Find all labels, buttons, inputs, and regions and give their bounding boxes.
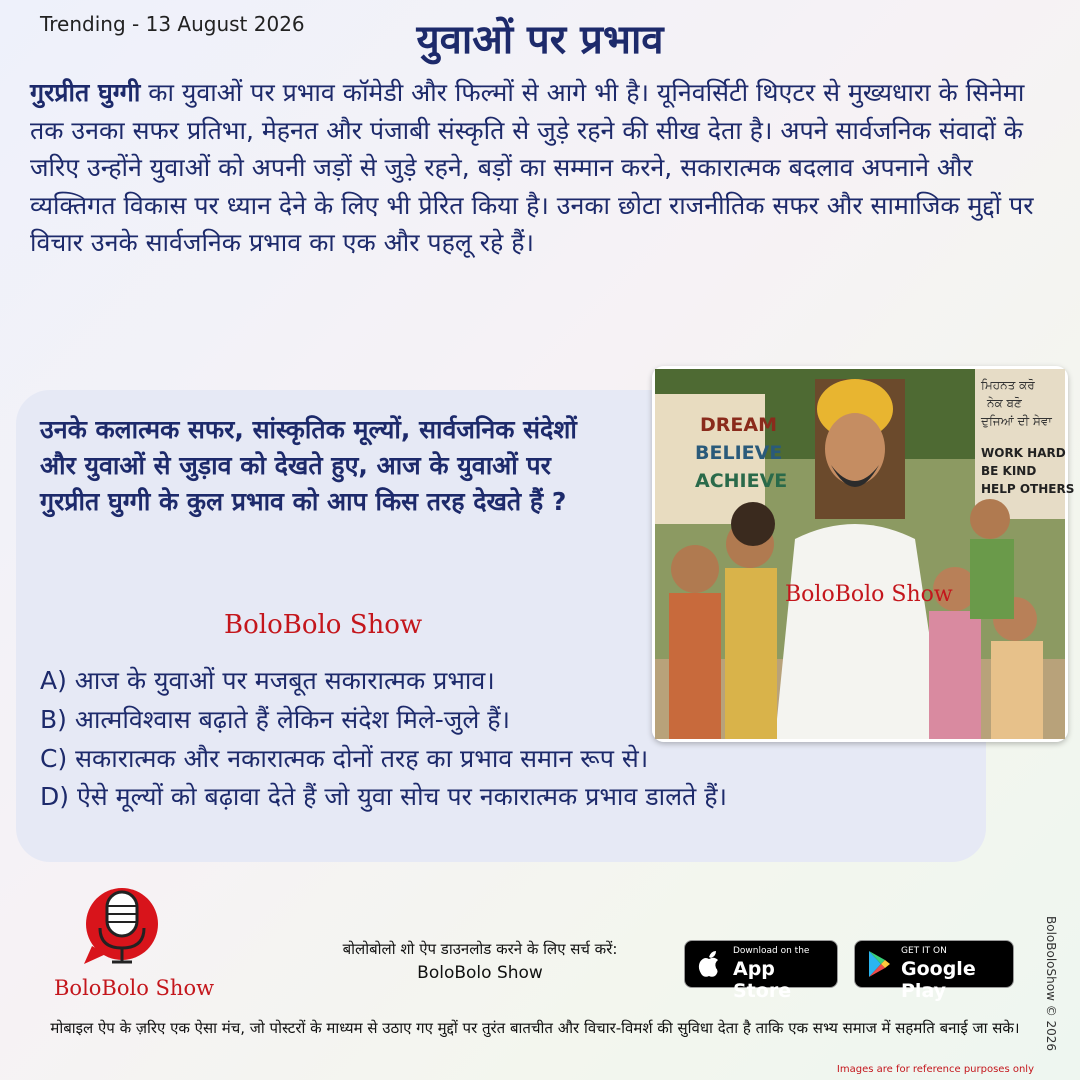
google-play-small: GET IT ON: [901, 946, 947, 956]
footer-tagline: मोबाइल ऐप के ज़रिए एक ऐसा मंच, जो पोस्टरों के माध्यम से उठाए गए मुद्दों पर तुरंत बातचीत और विचार-विमर्श की सुविधा देता है ताकि एक सभ्य समाज में सहमति बनाई जा सके।: [50, 1019, 1020, 1037]
search-hint-text: बोलोबोलो शो ऐप डाउनलोड करने के लिए सर्च करें:: [342, 940, 618, 958]
trending-date: Trending - 13 August 2026: [40, 12, 305, 36]
sign-right-punjabi-3: ਦੁਜਿਆਂ ਦੀ ਸੇਵਾ: [981, 414, 1052, 428]
sign-left-line2: BELIEVE: [695, 442, 783, 464]
intro-name: गुरप्रीत घुग्गी: [30, 78, 141, 107]
app-store-small: Download on the: [733, 946, 810, 956]
google-play-label: Google Play: [901, 958, 976, 1002]
sign-right-punjabi-2: ਨੇਕ ਬਣੋ: [987, 396, 1022, 410]
page-title: युवाओं पर प्रभाव: [416, 17, 664, 63]
sign-right-line2: BE KIND: [981, 464, 1037, 478]
logo-brand-text: BoloBolo Show: [54, 976, 215, 1000]
quiz-options: [40, 662, 727, 817]
google-play-button[interactable]: [854, 940, 1014, 1002]
brand-watermark: BoloBolo Show: [224, 610, 423, 640]
intro-paragraph: [30, 74, 1060, 262]
sign-left-line1: DREAM: [700, 414, 777, 436]
sign-right-punjabi-1: ਮਿਹਨਤ ਕਰੋ: [981, 378, 1035, 392]
apple-icon: [697, 950, 721, 978]
option-b[interactable]: B) आत्मविश्वास बढ़ाते हैं लेकिन संदेश मिले-जुले हैं।: [40, 704, 511, 734]
google-play-icon: [867, 950, 891, 978]
app-store-label: App Store: [733, 958, 792, 1002]
sign-right-line1: WORK HARD: [981, 446, 1066, 460]
microphone-logo-icon: [82, 884, 162, 966]
option-c[interactable]: C) सकारात्मक और नकारात्मक दोनों तरह का प्रभाव समान रूप से।: [40, 743, 649, 773]
photo-watermark: BoloBolo Show: [785, 582, 953, 607]
illustration-photo: [652, 366, 1075, 742]
sign-left-line3: ACHIEVE: [695, 470, 788, 492]
reference-note: Images are for reference purposes only: [836, 1064, 1034, 1075]
intro-text: का युवाओं पर प्रभाव कॉमेडी और फिल्मों से आगे भी है। यूनिवर्सिटी थिएटर से मुख्यधारा के सिनेमा तक उनका सफर प्रतिभा, मेहनत और पंजाबी संस्कृति से जुड़े रहने की सीख देता है। अपने सार्वजनिक संवादों के जरिए उन्होंने युवाओं को अपनी जड़ों से जुड़े रहने, बड़ों का सम्मान करने, सकारात्मक बदलाव अपनाने और व्यक्तिगत विकास पर ध्यान देने के लिए भी प्रेरित किया है। उनका छोटा राजनीतिक सफर और सामाजिक मुद्दों पर विचार उनके सार्वजनिक प्रभाव का एक और पहलू रहे हैं।: [30, 78, 1034, 257]
copyright: BoloBoloShow © 2026: [1044, 916, 1058, 1052]
option-d[interactable]: D) ऐसे मूल्यों को बढ़ावा देते हैं जो युवा सोच पर नकारात्मक प्रभाव डालते हैं।: [40, 782, 727, 812]
app-store-button[interactable]: [684, 940, 838, 1002]
sign-right-line3: HELP OTHERS: [981, 482, 1075, 496]
search-hint: [300, 938, 660, 986]
quiz-question: उनके कलात्मक सफर, सांस्कृतिक मूल्यों, सार्वजनिक संदेशों और युवाओं से जुड़ाव को देखते हुए, आज के युवाओं पर गुरप्रीत घुग्गी के कुल प्रभाव को आप किस तरह देखते हैं ?: [40, 415, 577, 516]
photo-scene: [655, 369, 1075, 739]
search-term: BoloBolo Show: [417, 962, 543, 983]
option-a[interactable]: A) आज के युवाओं पर मजबूत सकारात्मक प्रभाव।: [40, 666, 495, 695]
